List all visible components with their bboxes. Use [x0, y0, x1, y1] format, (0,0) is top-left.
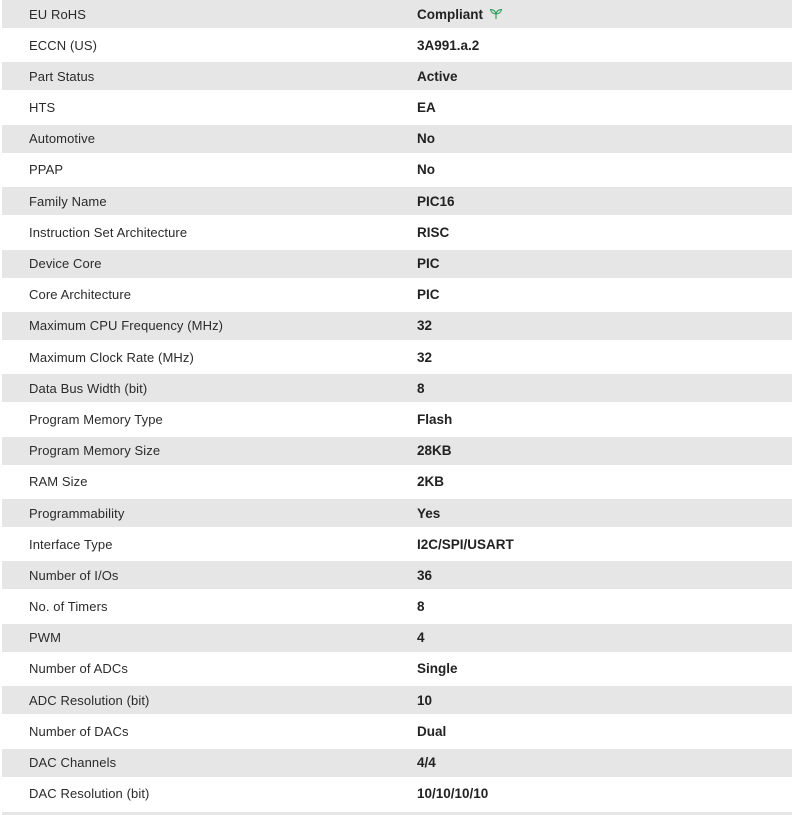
spec-label: PWM [29, 630, 62, 646]
spec-value: PIC16 [417, 193, 455, 209]
spec-row-automotive [2, 125, 792, 153]
spec-row-interface-type [2, 530, 792, 558]
spec-row-dac-channels [2, 749, 792, 777]
spec-label: ADC Resolution (bit) [29, 692, 150, 708]
spec-value: PIC [417, 256, 440, 271]
spec-value: Single [417, 661, 458, 677]
spec-value: No [417, 131, 435, 147]
spec-label: DAC Channels [29, 755, 117, 770]
spec-label: Number of ADCs [29, 661, 128, 677]
spec-value: Active [417, 68, 458, 84]
spec-label: Automotive [29, 131, 96, 147]
spec-label: Programmability [29, 505, 125, 521]
spec-row-hts [2, 94, 792, 122]
spec-label: Number of I/Os [29, 567, 119, 583]
spec-row-maximum-clock-rate [2, 343, 792, 371]
spec-value: Dual [417, 723, 447, 739]
spec-row-eccn-us [2, 31, 792, 59]
spec-value: Compliant [417, 6, 483, 22]
spec-row-adc-resolution [2, 686, 792, 714]
spec-label: Instruction Set Architecture [29, 224, 188, 240]
spec-row-eu-rohs [2, 0, 792, 28]
spec-row-program-memory-type [2, 405, 792, 433]
spec-value: 10 [417, 692, 433, 708]
spec-label: Part Status [29, 68, 95, 84]
spec-label: Core Architecture [29, 287, 132, 303]
spec-row-core-architecture [2, 281, 792, 309]
spec-value: Yes [417, 505, 441, 521]
spec-value: 8 [417, 599, 425, 615]
spec-row-number-of-ios [2, 561, 792, 589]
spec-row-programmability [2, 499, 792, 527]
spec-label: Data Bus Width (bit) [29, 380, 148, 396]
spec-value: Flash [417, 411, 453, 427]
spec-row-pwm [2, 624, 792, 652]
spec-label: EU RoHS [29, 6, 87, 22]
spec-value: I2C/SPI/USART [417, 536, 514, 552]
spec-row-family-name [2, 187, 792, 215]
spec-row-maximum-cpu-frequency [2, 312, 792, 340]
spec-label: Program Memory Size [29, 443, 161, 459]
spec-value: 32 [417, 349, 433, 365]
spec-label: PPAP [29, 162, 64, 178]
spec-value: RISC [417, 224, 450, 240]
spec-label: Maximum CPU Frequency (MHz) [29, 318, 224, 334]
spec-label: ECCN (US) [29, 37, 98, 53]
spec-label: RAM Size [29, 474, 88, 490]
spec-value: 4/4 [417, 755, 436, 770]
spec-label: No. of Timers [29, 599, 108, 615]
spec-label: Device Core [29, 256, 102, 271]
spec-value-wrap [390, 7, 503, 22]
spec-row-part-status [2, 62, 792, 90]
spec-row-data-bus-width [2, 374, 792, 402]
spec-row-number-of-dacs [2, 717, 792, 745]
spec-label: Number of DACs [29, 723, 129, 739]
spec-value: EA [417, 100, 436, 116]
leaf-icon [489, 8, 503, 20]
spec-value: 28KB [417, 443, 452, 459]
spec-row-number-of-adcs [2, 655, 792, 683]
spec-value: 3A991.a.2 [417, 37, 480, 53]
spec-value: 36 [417, 567, 433, 583]
spec-value: 10/10/10/10 [417, 786, 489, 802]
spec-value: 4 [417, 630, 425, 646]
spec-row-program-memory-size [2, 437, 792, 465]
spec-row-dac-resolution [2, 780, 792, 808]
spec-value: 32 [417, 318, 433, 334]
spec-label: Interface Type [29, 536, 113, 552]
spec-label: HTS [29, 100, 56, 116]
spec-value: 8 [417, 380, 425, 396]
spec-value: No [417, 162, 435, 178]
spec-row-ram-size [2, 468, 792, 496]
spec-label: DAC Resolution (bit) [29, 786, 150, 802]
spec-label: Maximum Clock Rate (MHz) [29, 349, 194, 365]
spec-value: 2KB [417, 474, 445, 490]
spec-row-ppap [2, 156, 792, 184]
spec-row-instruction-set-architecture [2, 218, 792, 246]
spec-row-device-core [2, 250, 792, 278]
spec-label: Program Memory Type [29, 411, 163, 427]
spec-row-no-of-timers [2, 593, 792, 621]
spec-label: Family Name [29, 193, 107, 209]
spec-value: PIC [417, 287, 440, 303]
